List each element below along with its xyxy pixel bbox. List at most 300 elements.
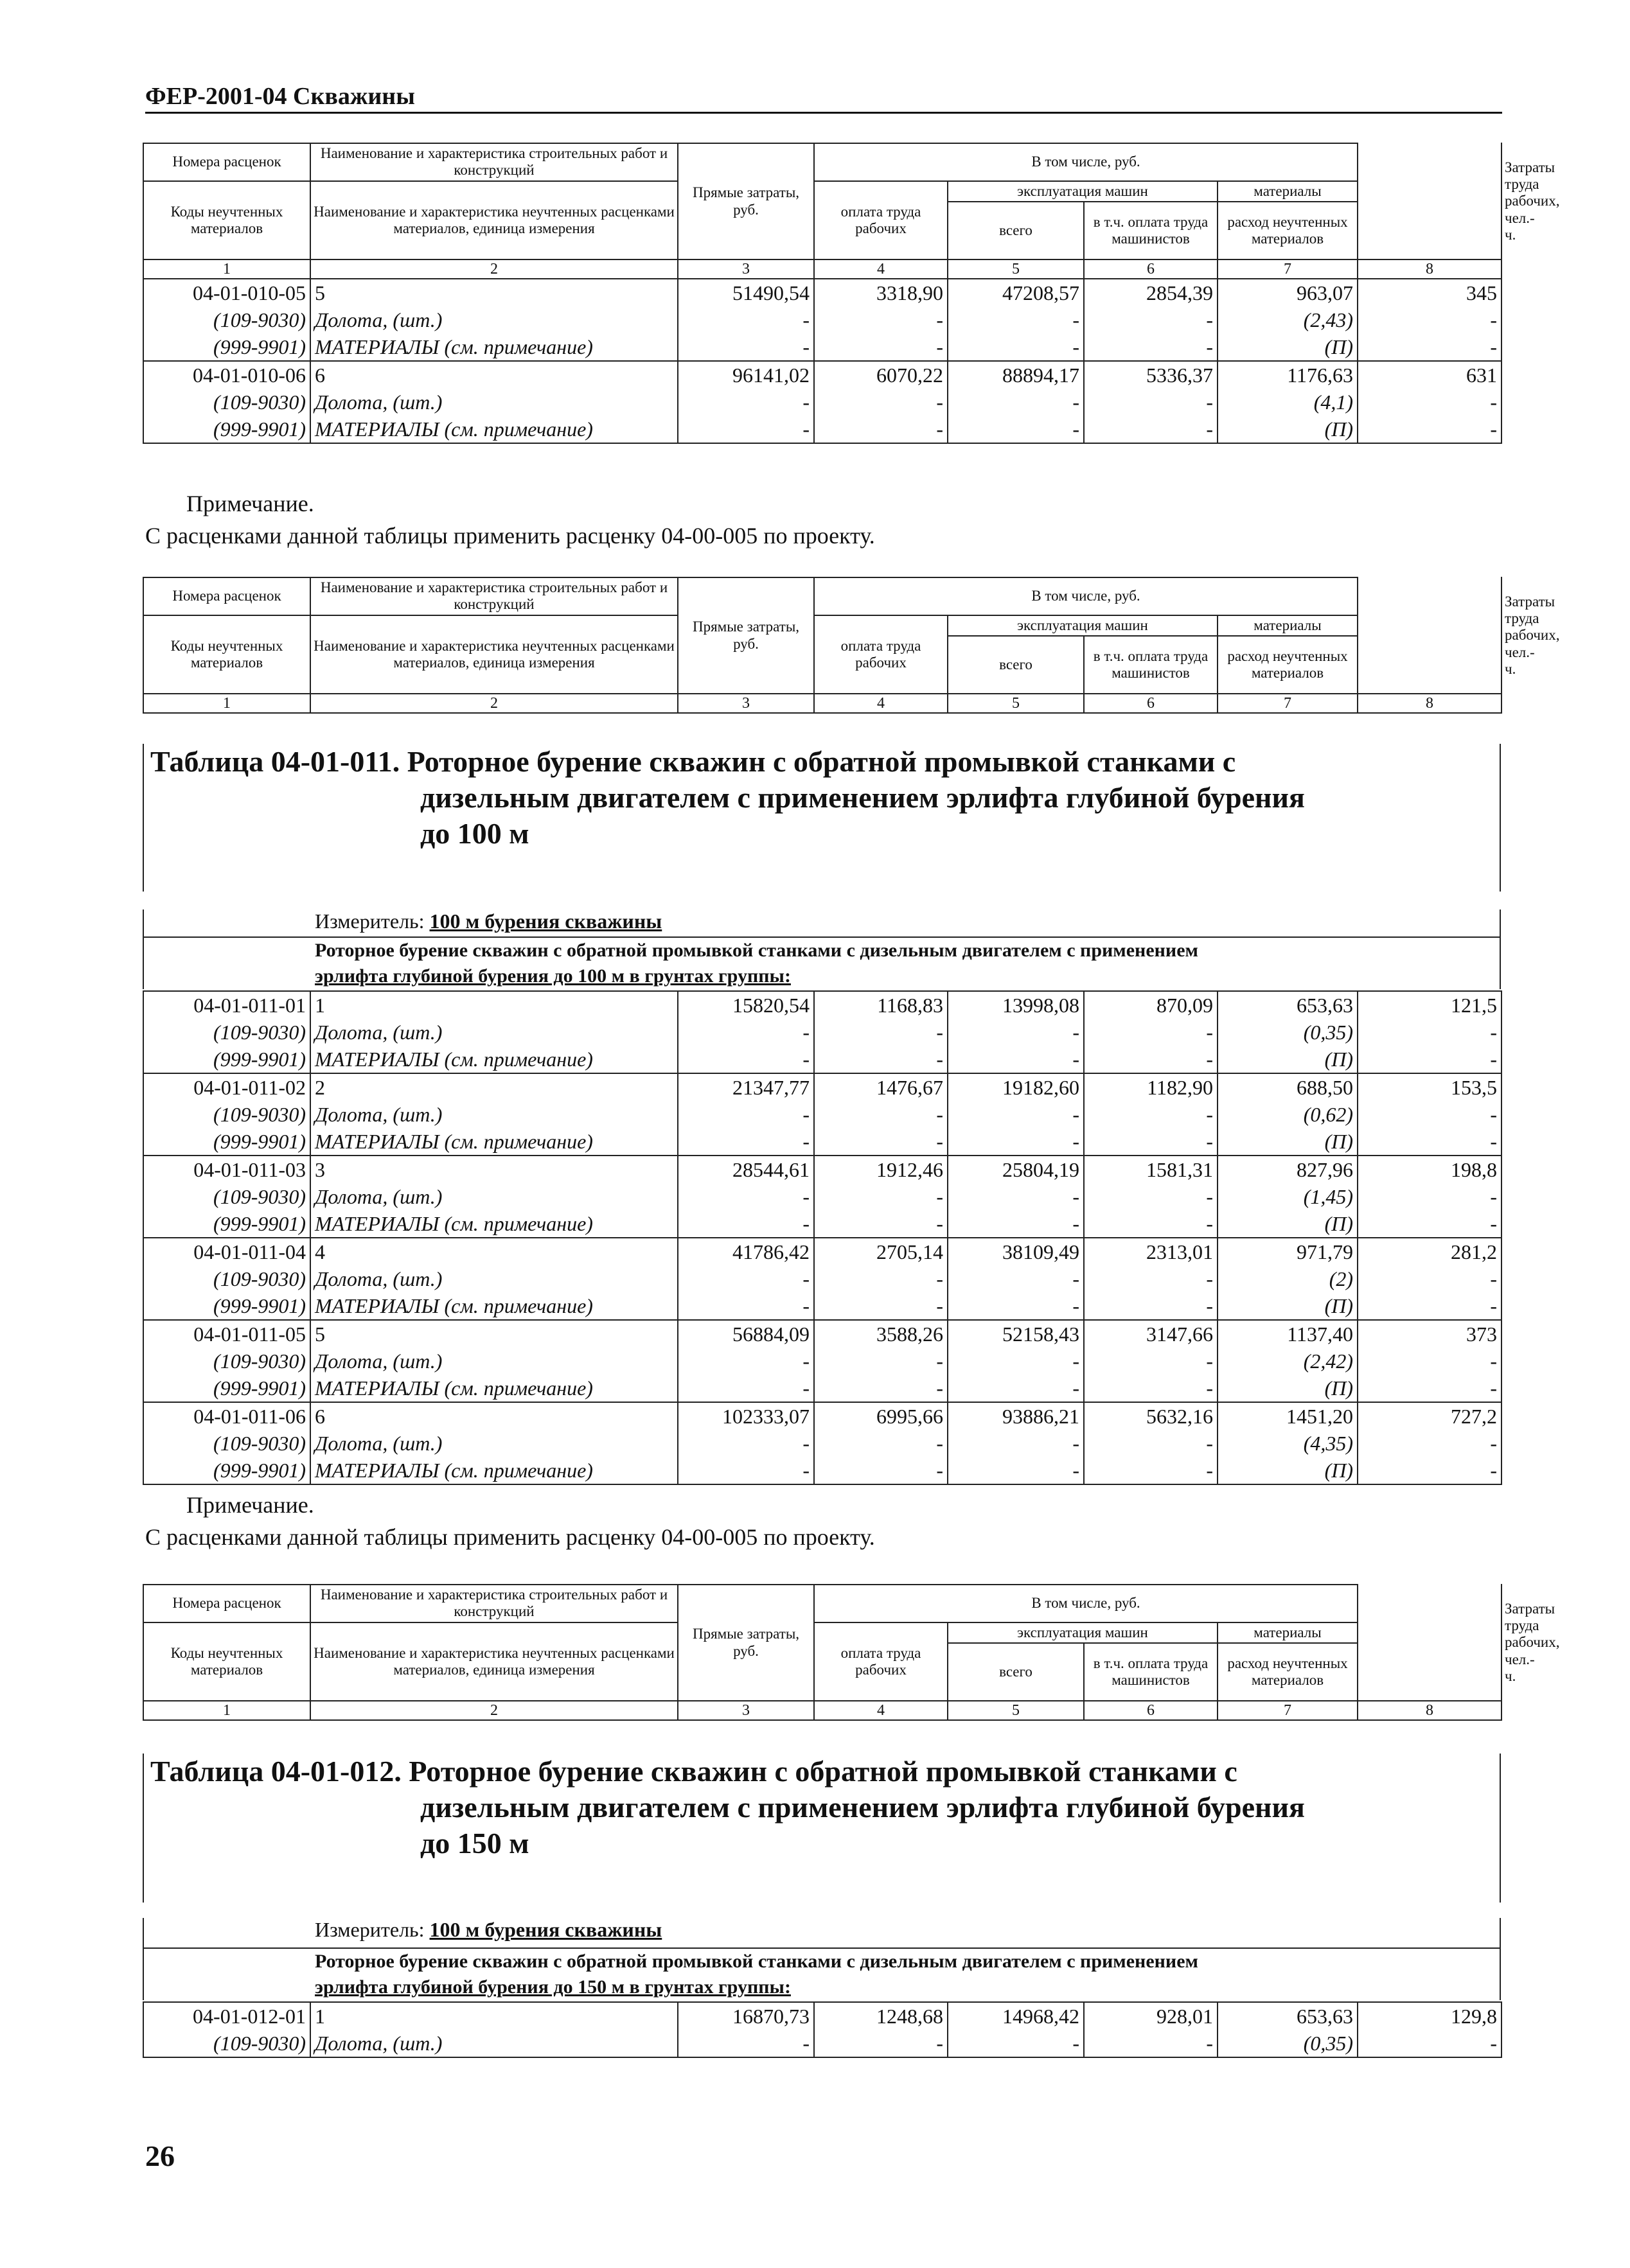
value-cell: 1137,40 [1218,1320,1358,1348]
value-cell: (П) [1218,1046,1358,1073]
value-cell: 102333,07 [678,1402,814,1430]
value-cell: - [814,1265,948,1292]
value-cell: (2) [1218,1265,1358,1292]
value-cell: - [948,1375,1084,1402]
value-cell: - [948,1128,1084,1156]
value-cell: - [1358,1375,1502,1402]
value-cell: - [1084,306,1218,333]
header-materials-unc: расход неучтенных материалов [1218,636,1358,694]
table-3-title-line2: дизельным двигателем с применением эрлифта глубиной бурения [420,1791,1305,1824]
value-cell: (П) [1218,1210,1358,1238]
table-row [143,333,1502,361]
table-row [143,1320,1502,1348]
value-cell: - [814,1375,948,1402]
value-cell: - [1358,1210,1502,1238]
rates-table-3 [143,2001,1502,2058]
value-cell: 3318,90 [814,279,948,306]
col-num: 4 [814,694,948,713]
value-cell: - [1358,333,1502,361]
value-cell: - [814,1128,948,1156]
value-cell: (П) [1218,416,1358,443]
header-name-bottom: Наименование и характеристика неучтенных расценками материалов, единица измерения [310,1622,678,1701]
header-machines-total: всего [948,202,1084,259]
value-cell: 47208,57 [948,279,1084,306]
rate-code-cell: 04-01-012-01 [143,2002,310,2030]
value-cell: - [678,1019,814,1046]
value-cell: 281,2 [1358,1238,1502,1265]
value-cell: - [1358,416,1502,443]
header-machines: эксплуатация машин [948,1622,1218,1643]
value-cell: - [1084,1265,1218,1292]
header-materials-unc: расход неучтенных материалов [1218,1643,1358,1701]
value-cell: 88894,17 [948,361,1084,389]
value-cell: (2,43) [1218,306,1358,333]
table-row [143,1210,1502,1238]
value-cell: (1,45) [1218,1183,1358,1210]
rate-code-cell: (109-9030) [143,1101,310,1128]
value-cell: 3588,26 [814,1320,948,1348]
col-num: 6 [1084,1701,1218,1720]
value-cell: - [678,333,814,361]
value-cell: - [814,306,948,333]
rate-code-cell: 04-01-011-06 [143,1402,310,1430]
value-cell: 1912,46 [814,1156,948,1183]
rates-table-3-header: Номера расценок Наименование и характеристика строительных работ и конструкций Прямые затраты, руб. В том числе, руб. Затраты труда рабочих, чел.-ч. Коды неучтенных материалов Наименование и характеристика неучтенных расценками материалов, единица измерения оплата труда рабочих эксплуатация машин материалы всего в т.ч. оплата труда машинистов расход неучтенных материалов 1 2 3 4 5 6 7 8 [143,1584,1502,1721]
value-cell: 51490,54 [678,279,814,306]
value-cell: 373 [1358,1320,1502,1348]
rate-name-cell: МАТЕРИАЛЫ (см. примечание) [310,1457,678,1484]
col-num: 2 [310,259,678,279]
value-cell: - [1084,416,1218,443]
value-cell: - [1358,1430,1502,1457]
value-cell: 129,8 [1358,2002,1502,2030]
value-cell: - [1358,1457,1502,1484]
rate-code-cell: (999-9901) [143,1046,310,1073]
value-cell: - [814,1183,948,1210]
meter-value: 100 м бурения скважины [429,910,662,933]
value-cell: - [678,1292,814,1320]
rate-name-cell: Долота, (шт.) [315,1267,443,1290]
header-direct: Прямые затраты, руб. [678,577,814,694]
rate-name-cell: 1 [310,991,678,1019]
value-cell: - [814,1348,948,1375]
rate-code-cell: 04-01-011-01 [143,991,310,1019]
rate-code-cell: (999-9901) [143,416,310,443]
col-num: 4 [814,1701,948,1720]
header-name-top: Наименование и характеристика строительных работ и конструкций [310,143,678,181]
value-cell: (0,35) [1218,2030,1358,2057]
rate-name-cell: МАТЕРИАЛЫ (см. примечание) [315,1294,593,1317]
value-cell: - [948,2030,1084,2057]
header-incl: В том числе, руб. [814,577,1358,615]
value-cell: 1451,20 [1218,1402,1358,1430]
value-cell: 1182,90 [1084,1073,1218,1101]
meter-label: Измеритель: [315,1918,430,1941]
value-cell: - [1358,1101,1502,1128]
rate-code-cell: (999-9901) [143,1457,310,1484]
value-cell: 827,96 [1218,1156,1358,1183]
table-row [143,361,1502,389]
meter-label: Измеритель: [315,910,430,933]
col-num: 5 [948,1701,1084,1720]
table-row [143,389,1502,416]
value-cell: 1581,31 [1084,1156,1218,1183]
group-line2: эрлифта глубиной бурения до 150 м в грунтах группы: [315,1976,791,1998]
value-cell: 28544,61 [678,1156,814,1183]
header-materials: материалы [1218,1622,1358,1643]
rate-code-cell: 04-01-011-04 [143,1238,310,1265]
rate-name-cell: МАТЕРИАЛЫ (см. примечание) [315,335,593,359]
value-cell: - [1084,1183,1218,1210]
value-cell: - [1358,1046,1502,1073]
value-cell: - [814,2030,948,2057]
value-cell: 5336,37 [1084,361,1218,389]
value-cell: - [678,2030,814,2057]
group-line1: Роторное бурение скважин с обратной промывкой станками с дизельным двигателем с применением [315,1951,1198,1972]
rate-name-cell: МАТЕРИАЛЫ (см. примечание) [315,1212,593,1235]
value-cell: - [1358,1348,1502,1375]
rate-code-cell: 04-01-011-05 [143,1320,310,1348]
rate-name-cell: 4 [310,1238,678,1265]
table-row [143,416,1502,443]
value-cell: - [678,1128,814,1156]
value-cell: - [814,1019,948,1046]
value-cell: - [678,306,814,333]
value-cell: (0,62) [1218,1101,1358,1128]
header-labor-pay: оплата труда рабочих [814,615,948,694]
value-cell: - [678,1348,814,1375]
value-cell: (П) [1218,333,1358,361]
header-machines-incl: в т.ч. оплата труда машинистов [1084,1643,1218,1701]
header-machines: эксплуатация машин [948,181,1218,202]
value-cell: 1248,68 [814,2002,948,2030]
header-materials-unc: расход неучтенных материалов [1218,202,1358,259]
value-cell: 1176,63 [1218,361,1358,389]
table-2-title [143,744,1501,892]
value-cell: 870,09 [1084,991,1218,1019]
value-cell: 198,8 [1358,1156,1502,1183]
table-row [143,306,1502,333]
value-cell: - [1358,1292,1502,1320]
value-cell: - [1358,1128,1502,1156]
value-cell: 928,01 [1084,2002,1218,2030]
rate-name-cell: 6 [310,1402,678,1430]
col-num: 3 [678,1701,814,1720]
value-cell: - [948,1292,1084,1320]
value-cell: 963,07 [1218,279,1358,306]
table-3-group [143,1947,1501,2000]
value-cell: - [948,389,1084,416]
value-cell: 3147,66 [1084,1320,1218,1348]
table-2-title-line2: дизельным двигателем с применением эрлифта глубиной бурения [420,781,1305,814]
value-cell: - [1084,1348,1218,1375]
value-cell: 2313,01 [1084,1238,1218,1265]
value-cell: - [948,1348,1084,1375]
value-cell: - [814,1457,948,1484]
value-cell: 6995,66 [814,1402,948,1430]
table-3-title-line3: до 150 м [420,1827,529,1859]
rate-name-cell: МАТЕРИАЛЫ (см. примечание) [315,1048,593,1071]
value-cell: - [1084,1430,1218,1457]
value-cell: 631 [1358,361,1502,389]
value-cell: (4,1) [1218,389,1358,416]
table-row [143,1292,1502,1320]
value-cell: - [814,333,948,361]
value-cell: - [1084,1101,1218,1128]
rate-code-cell: (109-9030) [143,306,310,333]
table-2-meter [143,910,1501,939]
col-num: 1 [143,1701,310,1720]
col-num: 6 [1084,259,1218,279]
col-num: 1 [143,259,310,279]
note-text: С расценками данной таблицы применить расценку 04-00-005 по проекту. [145,523,875,549]
col-num: 5 [948,259,1084,279]
rate-code-cell: (999-9901) [143,1128,310,1156]
col-num: 4 [814,259,948,279]
value-cell: - [678,1265,814,1292]
value-cell: - [1084,389,1218,416]
header-code-bottom: Коды неучтенных материалов [143,181,310,259]
col-num: 8 [1358,259,1502,279]
value-cell: - [948,1101,1084,1128]
rate-name-cell: 1 [310,2002,678,2030]
table-row [143,2030,1502,2057]
table-row [143,279,1502,306]
value-cell: 2705,14 [814,1238,948,1265]
value-cell: (П) [1218,1457,1358,1484]
rates-table-2 [143,990,1502,1485]
value-cell: 653,63 [1218,2002,1358,2030]
meter-value: 100 м бурения скважины [429,1918,662,1941]
value-cell: - [1358,2030,1502,2057]
value-cell: - [1084,1210,1218,1238]
col-num: 6 [1084,694,1218,713]
col-num: 5 [948,694,1084,713]
header-name-bottom: Наименование и характеристика неучтенных расценками материалов, единица измерения [310,181,678,259]
value-cell: 25804,19 [948,1156,1084,1183]
value-cell: - [948,1183,1084,1210]
value-cell: 971,79 [1218,1238,1358,1265]
value-cell: - [948,1019,1084,1046]
rate-code-cell: (109-9030) [143,1430,310,1457]
header-materials: материалы [1218,181,1358,202]
table-row [143,1101,1502,1128]
header-code-bottom: Коды неучтенных материалов [143,1622,310,1701]
value-cell: 688,50 [1218,1073,1358,1101]
value-cell: (2,42) [1218,1348,1358,1375]
value-cell: - [678,1430,814,1457]
value-cell: - [1084,1375,1218,1402]
value-cell: - [678,1210,814,1238]
rate-name-cell: Долота, (шт.) [315,308,443,332]
rate-name-cell: Долота, (шт.) [310,2030,678,2057]
value-cell: - [678,1101,814,1128]
header-direct: Прямые затраты, руб. [678,1585,814,1701]
value-cell: 345 [1358,279,1502,306]
rate-name-cell: 6 [310,361,678,389]
value-cell: - [1358,1265,1502,1292]
table-row [143,1402,1502,1430]
value-cell: - [1358,1019,1502,1046]
value-cell: - [1084,1292,1218,1320]
value-cell: 5632,16 [1084,1402,1218,1430]
header-code-top: Номера расценок [143,577,310,615]
col-num: 7 [1218,1701,1358,1720]
table-row [143,1073,1502,1101]
header-machines-total: всего [948,1643,1084,1701]
table-3-title-line1: Таблица 04-01-012. Роторное бурение скважин с обратной промывкой станками с [150,1755,1237,1788]
col-num: 1 [143,694,310,713]
table-row [143,1128,1502,1156]
value-cell: (4,35) [1218,1430,1358,1457]
value-cell: 153,5 [1358,1073,1502,1101]
rate-code-cell: 04-01-011-02 [143,1073,310,1101]
value-cell: - [1358,389,1502,416]
value-cell: 93886,21 [948,1402,1084,1430]
header-incl: В том числе, руб. [814,1585,1358,1622]
rate-code-cell: (109-9030) [143,1183,310,1210]
table-2-title-line3: до 100 м [420,817,529,850]
col-num: 2 [310,1701,678,1720]
header-materials: материалы [1218,615,1358,636]
value-cell: - [678,1183,814,1210]
value-cell: - [1084,2030,1218,2057]
rate-code-cell: (109-9030) [143,389,310,416]
group-line2: эрлифта глубиной бурения до 100 м в грунтах группы: [315,965,791,987]
col-num: 8 [1358,1701,1502,1720]
value-cell: - [814,416,948,443]
header-machines-incl: в т.ч. оплата труда машинистов [1084,636,1218,694]
header-labor-pay: оплата труда рабочих [814,1622,948,1701]
rate-name-cell: МАТЕРИАЛЫ (см. примечание) [310,416,678,443]
value-cell: - [948,1210,1084,1238]
rates-table-1: Номера расценок Наименование и характеристика строительных работ и конструкций Прямые затраты, руб. В том числе, руб. Затраты труда рабочих, чел.-ч. Коды неучтенных материалов Наименование и характеристика неучтенных расценками материалов, единица измерения оплата труда рабочих эксплуатация машин материалы всего в т.ч. оплата труда машинистов расход неучтенных материалов 1 2 3 4 5 6 7 8 04-01-010-05 5 51490,54 3318,90 47208,57 2854,39 963,07 345 (109-9030) Долота, (шт.) - - - - (2,43) - (999-9901) МАТЕРИАЛЫ (см. примечание) - - - - (П) - 04-01-010-06 6 96141,02 6070,22 88894,17 5336,37 1176,63 631 (109-9030) Долота, (шт.) - - - - (4,1) - (999-9901) МАТЕРИАЛЫ (см. примечание) - - - - (П) - [143,143,1502,444]
rate-name-cell: МАТЕРИАЛЫ (см. примечание) [315,1130,593,1153]
value-cell: - [1084,1046,1218,1073]
value-cell: (П) [1218,1375,1358,1402]
value-cell: 96141,02 [678,361,814,389]
value-cell: (П) [1218,1128,1358,1156]
header-direct: Прямые затраты, руб. [678,143,814,259]
header-name-top: Наименование и характеристика строительных работ и конструкций [310,577,678,615]
value-cell: 727,2 [1358,1402,1502,1430]
header-labor-pay: оплата труда рабочих [814,181,948,259]
rate-name-cell: Долота, (шт.) [315,391,443,414]
value-cell: 19182,60 [948,1073,1084,1101]
value-cell: - [1084,1457,1218,1484]
value-cell: 121,5 [1358,991,1502,1019]
group-line1: Роторное бурение скважин с обратной промывкой станками с дизельным двигателем с применением [315,940,1198,961]
value-cell: (0,35) [1218,1019,1358,1046]
table-row [143,1348,1502,1375]
value-cell: - [814,1430,948,1457]
rate-name-cell: МАТЕРИАЛЫ (см. примечание) [315,1376,593,1400]
value-cell: - [948,306,1084,333]
col-num: 3 [678,694,814,713]
table-row [143,991,1502,1019]
value-cell: 41786,42 [678,1238,814,1265]
header-machines-incl: в т.ч. оплата труда машинистов [1084,202,1218,259]
rate-code-cell: (999-9901) [143,1375,310,1402]
col-num: 7 [1218,259,1358,279]
rate-code-cell: (999-9901) [143,1210,310,1238]
rate-code-cell: (109-9030) [143,2030,310,2057]
table-row [143,2002,1502,2030]
note-text-2: С расценками данной таблицы применить расценку 04-00-005 по проекту. [145,1524,875,1550]
col-num: 7 [1218,694,1358,713]
value-cell: - [948,1046,1084,1073]
value-cell: 38109,49 [948,1238,1084,1265]
table-row [143,1046,1502,1073]
rate-code-cell: 04-01-010-06 [143,361,310,389]
header-machines: эксплуатация машин [948,615,1218,636]
value-cell: - [814,1046,948,1073]
value-cell: 1476,67 [814,1073,948,1101]
value-cell: (П) [1218,1292,1358,1320]
note-label-2: Примечание. [186,1492,314,1518]
note-label: Примечание. [186,491,314,516]
page-header: ФЕР-2001-04 Скважины [145,82,1502,114]
value-cell: 6070,22 [814,361,948,389]
value-cell: - [1084,1019,1218,1046]
rate-code-cell: 04-01-011-03 [143,1156,310,1183]
value-cell: - [814,389,948,416]
table-row [143,1375,1502,1402]
value-cell: - [948,1265,1084,1292]
value-cell: - [678,1046,814,1073]
rate-name-cell: 5 [310,279,678,306]
header-name-bottom: Наименование и характеристика неучтенных расценками материалов, единица измерения [310,615,678,694]
header-code-top: Номера расценок [143,143,310,181]
value-cell: - [814,1292,948,1320]
col-num: 8 [1358,694,1502,713]
table-2-title-line1: Таблица 04-01-011. Роторное бурение скважин с обратной промывкой станками с [150,745,1236,778]
table-row [143,1019,1502,1046]
table-3-title [143,1754,1501,1903]
value-cell: 1168,83 [814,991,948,1019]
col-num: 3 [678,259,814,279]
rate-code-cell: 04-01-010-05 [143,279,310,306]
value-cell: - [1358,306,1502,333]
value-cell: 653,63 [1218,991,1358,1019]
value-cell: 2854,39 [1084,279,1218,306]
value-cell: - [948,1457,1084,1484]
value-cell: - [678,1457,814,1484]
value-cell: - [678,389,814,416]
rate-name-cell: Долота, (шт.) [315,1185,443,1208]
value-cell: - [1084,1128,1218,1156]
rate-name-cell: 2 [310,1073,678,1101]
value-cell: 14968,42 [948,2002,1084,2030]
table-3-meter [143,1918,1501,1947]
rate-code-cell: (999-9901) [143,1292,310,1320]
table-2-group [143,936,1501,989]
value-cell: - [948,333,1084,361]
rate-name-cell: Долота, (шт.) [315,1103,443,1126]
table-row [143,1183,1502,1210]
page-number: 26 [145,2140,175,2172]
header-name-top: Наименование и характеристика строительных работ и конструкций [310,1585,678,1622]
rate-name-cell: 3 [310,1156,678,1183]
value-cell: 15820,54 [678,991,814,1019]
rate-name-cell: Долота, (шт.) [315,1021,443,1044]
rate-name-cell: 5 [310,1320,678,1348]
table-row [143,1156,1502,1183]
value-cell: 21347,77 [678,1073,814,1101]
col-num: 2 [310,694,678,713]
value-cell: - [948,416,1084,443]
value-cell: 16870,73 [678,2002,814,2030]
